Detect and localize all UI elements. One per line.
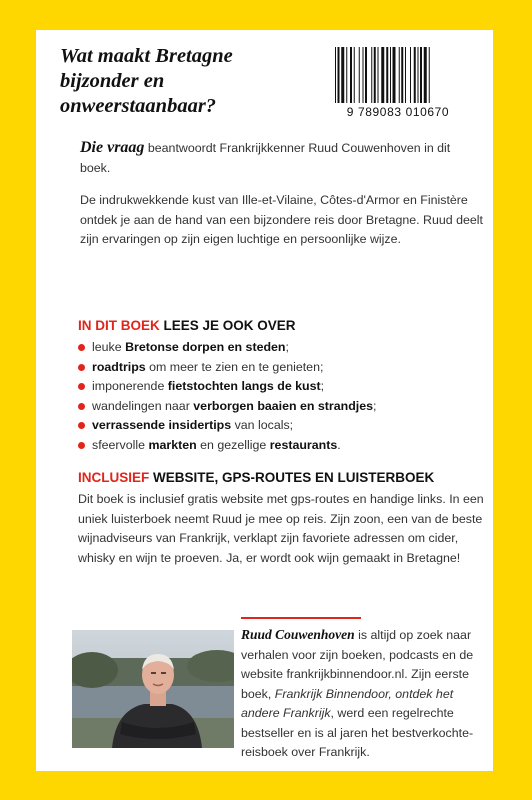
- bullet-dot: [78, 422, 85, 429]
- headline: [60, 44, 300, 119]
- author-name: Ruud Couwenhoven: [241, 627, 355, 642]
- list-item: verrassende insidertips van locals;: [78, 416, 488, 436]
- intro-lead: Die vraag: [80, 139, 145, 156]
- bullets-heading-black: LEES JE OOK OVER: [159, 318, 296, 333]
- intro-rest: beantwoordt Frankrijkkenner Ruud Couwenhoven in dit boek.: [80, 141, 451, 175]
- author-bio-text-1: is altijd op zoek naar verhalen voor zijn boeken, podcasts en de website frankrijkbinnendoor.nl. Zijn eerste boek,: [241, 628, 474, 701]
- description-paragraph: De indrukwekkende kust van Ille-et-Vilaine, Côtes-d'Armor en Finistère ontdek je aan de hand van een bijzondere reis door Bretagne. Ruud deelt zijn ervaringen op zijn eigen luchtige en persoonlijke wijze.: [80, 193, 483, 246]
- headline-line-2: bijzonder en: [60, 70, 165, 92]
- isbn-number: 9 789083 010670: [346, 105, 450, 119]
- bullet-dot: [78, 403, 85, 410]
- author-book-title: Frankrijk Binnendoor, ontdek het andere Frankrijk: [241, 686, 454, 720]
- list-item: roadtrips om meer te zien en te genieten;: [78, 358, 488, 378]
- inclusief-heading: [78, 470, 434, 485]
- headline-line-1: Wat maakt Bretagne: [60, 45, 233, 67]
- author-bio: [241, 625, 486, 763]
- inclusief-heading-red: INCLUSIEF: [78, 470, 150, 485]
- list-item: sfeervolle markten en gezellige restaurants.: [78, 436, 488, 456]
- red-divider: [241, 617, 361, 619]
- bullet-dot: [78, 383, 85, 390]
- barcode: [335, 47, 461, 103]
- author-bio-text-2: , werd een regelrechte bestseller en is al jaren het bestverkochte-reisboek over Frankrijk.: [241, 706, 474, 759]
- bullet-dot: [78, 344, 85, 351]
- bullet-dot: [78, 442, 85, 449]
- list-item: leuke Bretonse dorpen en steden;: [78, 338, 488, 358]
- inclusief-heading-black: WEBSITE, GPS-ROUTES EN LUISTERBOEK: [149, 470, 435, 485]
- inclusief-paragraph: Dit boek is inclusief gratis website met gps-routes en handige links. In een uniek luisterboek neemt Ruud je mee op reis. Zijn zoon, een van de beste wijnadviseurs van Frankrijk, verklapt zijn favoriete adressen om cider, whisky en wijn te proeven. Ja, er wordt ook wijn gemaakt in Bretagne!: [78, 492, 484, 565]
- back-cover-card: [36, 30, 493, 771]
- intro-paragraph: [80, 138, 480, 178]
- headline-line-3: onweerstaanbaar?: [60, 95, 217, 117]
- bullets-heading: [78, 318, 296, 333]
- list-item: wandelingen naar verborgen baaien en strandjes;: [78, 397, 488, 417]
- bullets-heading-red: IN DIT BOEK: [78, 318, 160, 333]
- author-photo: [72, 630, 234, 748]
- list-item: imponerende fietstochten langs de kust;: [78, 377, 488, 397]
- bullet-dot: [78, 364, 85, 371]
- feature-list: [78, 338, 488, 456]
